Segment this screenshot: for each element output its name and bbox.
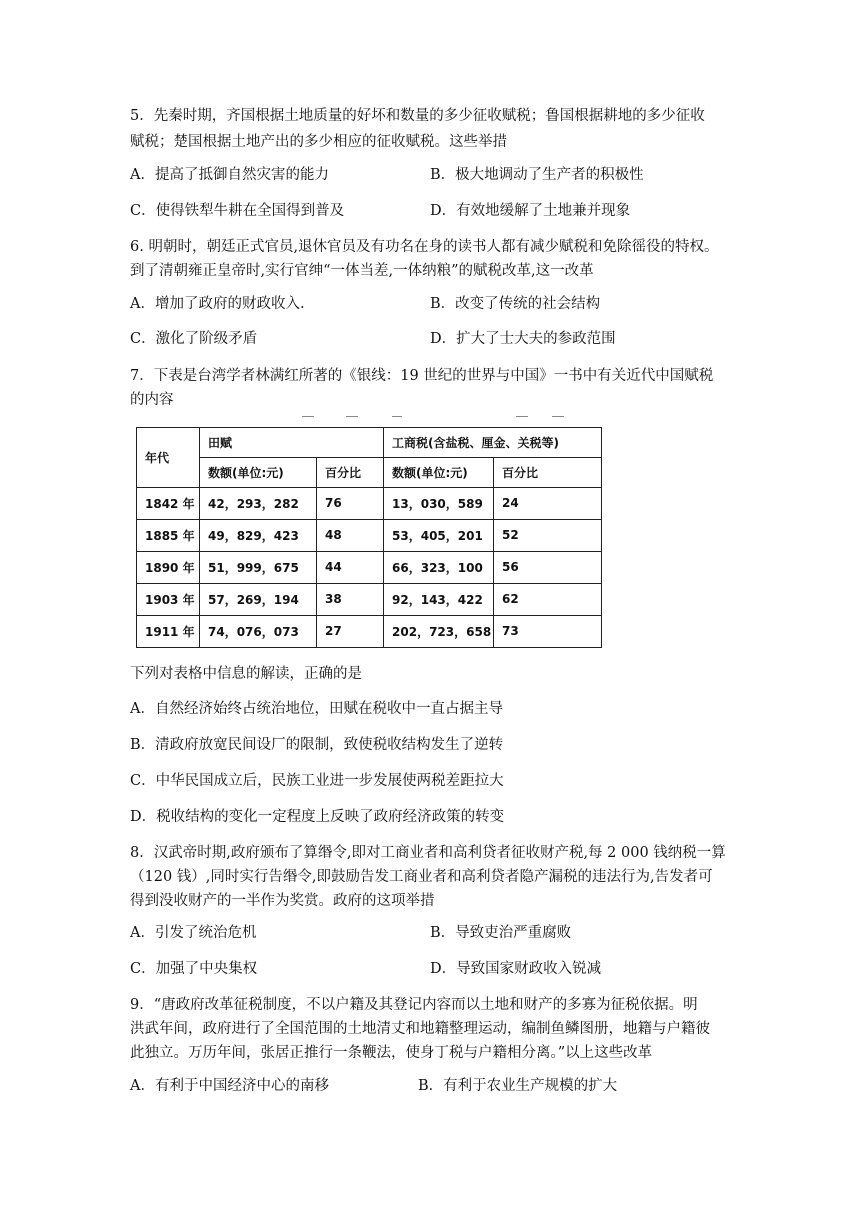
question-7-stem-line2: 的内容 [130, 392, 174, 408]
commerce-percent-cell: 24 [494, 488, 602, 520]
year-cell: 1903 年 [137, 584, 200, 616]
question-7-option-a: A．自然经济始终占统治地位，田赋在税收中一直占据主导 [130, 701, 503, 717]
table-top-dash [552, 416, 564, 417]
table-row [137, 552, 602, 584]
question-6-stem-line2: 到了清朝雍正皇帝时,实行官绅“一体当差,一体纳粮”的赋税改革,这一改革 [130, 263, 594, 279]
question-8-option-a: A．引发了统治危机 [130, 925, 257, 941]
commerce-percent-cell: 56 [494, 552, 602, 584]
question-6-stem-line1: 6. 明朝时，朝廷正式官员,退休官员及有功名在身的读书人都有减少赋税和免除徭役的特权。 [130, 239, 719, 255]
commerce-amount-cell: 53，405，201 [384, 520, 494, 552]
question-8-stem-line1: 8．汉武帝时期,政府颁布了算缗令,即对工商业者和高利贷者征收财产税,每 2 000 钱纳税一算 [130, 845, 726, 861]
commerce-amount-cell: 92，143，422 [384, 584, 494, 616]
question-5-option-c: C．使得铁犁牛耕在全国得到普及 [130, 203, 345, 219]
question-6-option-b: B．改变了传统的社会结构 [430, 296, 601, 312]
question-7-option-b: B．清政府放宽民间设厂的限制，致使税收结构发生了逆转 [130, 737, 504, 753]
table-row [137, 584, 602, 616]
question-9-option-b: B．有利于农业生产规模的扩大 [418, 1078, 618, 1094]
question-7-option-c: C．中华民国成立后，民族工业进一步发展使两税差距拉大 [130, 773, 504, 789]
question-5-option-b: B．极大地调动了生产者的积极性 [430, 167, 644, 183]
table-top-dash [392, 416, 402, 417]
question-6-option-d: D．扩大了士大夫的参政范围 [430, 331, 616, 347]
question-8-option-c: C．加强了中央集权 [130, 961, 258, 977]
question-9-stem-line3: 此独立。万历年间，张居正推行一条鞭法，使身丁税与户籍相分离。”以上这些改革 [130, 1045, 653, 1061]
field-percent-cell: 48 [317, 520, 384, 552]
year-header: 年代 [137, 428, 200, 488]
commerce-percent-cell: 52 [494, 520, 602, 552]
table-row [137, 616, 602, 648]
question-6-option-c: C．激化了阶级矛盾 [130, 331, 258, 347]
question-7-option-d: D．税收结构的变化一定程度上反映了政府经济政策的转变 [130, 809, 505, 825]
question-5-option-d: D．有效地缓解了土地兼并现象 [430, 203, 631, 219]
field-amount-cell: 57，269，194 [200, 584, 317, 616]
field-amount-cell: 49，829，423 [200, 520, 317, 552]
question-9-option-a: A．有利于中国经济中心的南移 [130, 1078, 329, 1094]
commerce-tax-header: 工商税(含盐税、厘金、关税等) [384, 428, 602, 458]
question-8-option-b: B．导致吏治严重腐败 [430, 925, 572, 941]
table-top-dash [346, 416, 358, 417]
field-amount-cell: 51，999，675 [200, 552, 317, 584]
field-amount-cell: 42，293，282 [200, 488, 317, 520]
commerce-amount-header: 数额(单位:元) [384, 458, 494, 488]
year-cell: 1890 年 [137, 552, 200, 584]
question-8-stem-line3: 得到没收财产的一半作为奖赏。政府的这项举措 [130, 893, 435, 909]
question-9-stem-line2: 洪武年间，政府进行了全国范围的土地清丈和地籍整理运动，编制鱼鳞图册，地籍与户籍彼 [130, 1021, 710, 1037]
table-top-dash [516, 416, 528, 417]
commerce-percent-cell: 73 [494, 616, 602, 648]
commerce-amount-cell: 66，323，100 [384, 552, 494, 584]
question-6-option-a: A．增加了政府的财政收入. [130, 296, 305, 312]
year-cell: 1885 年 [137, 520, 200, 552]
table-header-row [137, 428, 602, 458]
field-tax-header: 田赋 [200, 428, 384, 458]
field-percent-cell: 27 [317, 616, 384, 648]
field-percent-cell: 76 [317, 488, 384, 520]
question-8-stem-line2: （120 钱）,同时实行告缗令,即鼓励告发工商业者和高利贷者隐产漏税的违法行为,告发者可 [130, 869, 713, 885]
table-row [137, 520, 602, 552]
field-percent-cell: 38 [317, 584, 384, 616]
year-cell: 1911 年 [137, 616, 200, 648]
tax-table [136, 427, 602, 648]
commerce-amount-cell: 13，030，589 [384, 488, 494, 520]
field-amount-cell: 74，076，073 [200, 616, 317, 648]
commerce-amount-cell: 202，723，658 [384, 616, 494, 648]
question-8-option-d: D．导致国家财政收入锐减 [430, 961, 602, 977]
table-row [137, 488, 602, 520]
question-5-stem-line2: 赋税；楚国根据土地产出的多少相应的征收赋税。这些举措 [130, 134, 507, 150]
table-subheader-row [137, 458, 602, 488]
commerce-percent-header: 百分比 [494, 458, 602, 488]
year-cell: 1842 年 [137, 488, 200, 520]
question-5-stem-line1: 5．先秦时期，齐国根据土地质量的好坏和数量的多少征收赋税；鲁国根据耕地的多少征收 [130, 108, 705, 124]
field-percent-cell: 44 [317, 552, 384, 584]
commerce-percent-cell: 62 [494, 584, 602, 616]
table-top-dash [302, 416, 314, 417]
question-5-option-a: A．提高了抵御自然灾害的能力 [130, 167, 329, 183]
field-percent-header: 百分比 [317, 458, 384, 488]
question-7-stem-line1: 7．下表是台湾学者林满红所著的《银线：19 世纪的世界与中国》一书中有关近代中国赋税 [130, 368, 714, 384]
field-amount-header: 数额(单位:元) [200, 458, 317, 488]
question-7-prompt: 下列对表格中信息的解读，正确的是 [130, 666, 362, 682]
question-9-stem-line1: 9．“唐政府改革征税制度，不以户籍及其登记内容而以土地和财产的多寡为征税依据。明 [130, 997, 698, 1013]
